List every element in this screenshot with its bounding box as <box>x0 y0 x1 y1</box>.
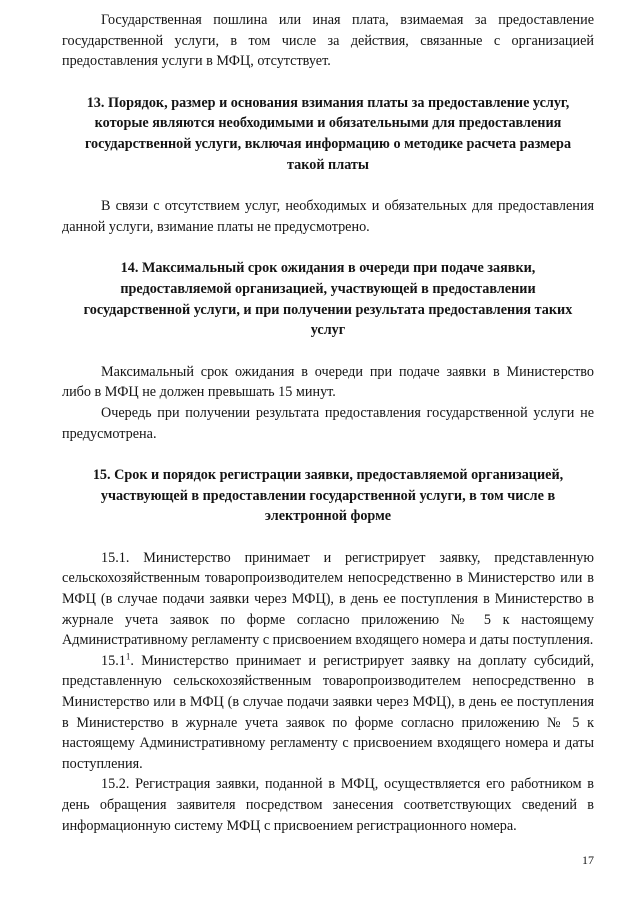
page-number: 17 <box>582 853 594 867</box>
clause-15-1: 15.1. Министерство принимает и регистрирует заявку, представленную сельскохозяйственным товаропроизводителем непосредственно в Министерство или в МФЦ (в случае подачи заявки через МФЦ), в день ее поступления в Министерство в журнале учета заявок по форме согласно приложению № 5 к настоящему Административному регламенту с присвоением входящего номера и даты поступления. <box>62 549 594 649</box>
section-15-heading: 15. Срок и порядок регистрации заявки, предоставляемой организацией, участвующей в предоставлении государственной услуги, в том числе в электронной форме <box>92 467 564 525</box>
clause-15-1-1-number: 15.1 <box>101 652 126 669</box>
page-content <box>62 10 594 836</box>
clause-15-1-1-text: . Министерство принимает и регистрирует заявку на доплату субсидий, представленную сельскохозяйственным товаропроизводителем непосредственно в Министерство или в МФЦ (в случае подачи заявки через МФЦ), в день ее поступления в Министерство в журнале учета заявок по форме согласно приложению № 5 к настоящему Административному регламенту с присвоением входящего номера и даты поступления. <box>62 652 594 772</box>
section-13-paragraph: В связи с отсутствием услуг, необходимых и обязательных для предоставления данной услуги, взимание платы не предусмотрено. <box>62 198 594 235</box>
clause-15-1-1-superscript: 1 <box>125 651 131 662</box>
section-13-heading: 13. Порядок, размер и основания взимания платы за предоставление услуг, которые являются необходимыми и обязательными для предоставления государственной услуги, включая информацию о методике расчета размера такой платы <box>84 94 572 173</box>
section-14-paragraph-2: Очередь при получении результата предоставления государственной услуги не предусмотрена. <box>62 404 594 442</box>
section-14-heading: 14. Максимальный срок ожидания в очереди при подаче заявки, предоставляемой организацией, участвующей в предоставлении государственной услуги, и при получении результата предоставления таких услуг <box>83 260 573 339</box>
intro-paragraph: Государственная пошлина или иная плата, взимаемая за предоставление государственной услуги, в том числе за действия, связанные с организацией предоставления услуги в МФЦ, отсутствует. <box>62 12 594 70</box>
clause-15-2: 15.2. Регистрация заявки, поданной в МФЦ, осуществляется его работником в день обращения заявителя посредством занесения соответствующих сведений в информационную систему МФЦ с присвоением регистрационного номера. <box>62 776 594 834</box>
section-14-paragraph-1: Максимальный срок ожидания в очереди при подаче заявки в Министерство либо в МФЦ не должен превышать 15 минут. <box>62 363 594 401</box>
clause-15-1-1 <box>62 651 594 775</box>
